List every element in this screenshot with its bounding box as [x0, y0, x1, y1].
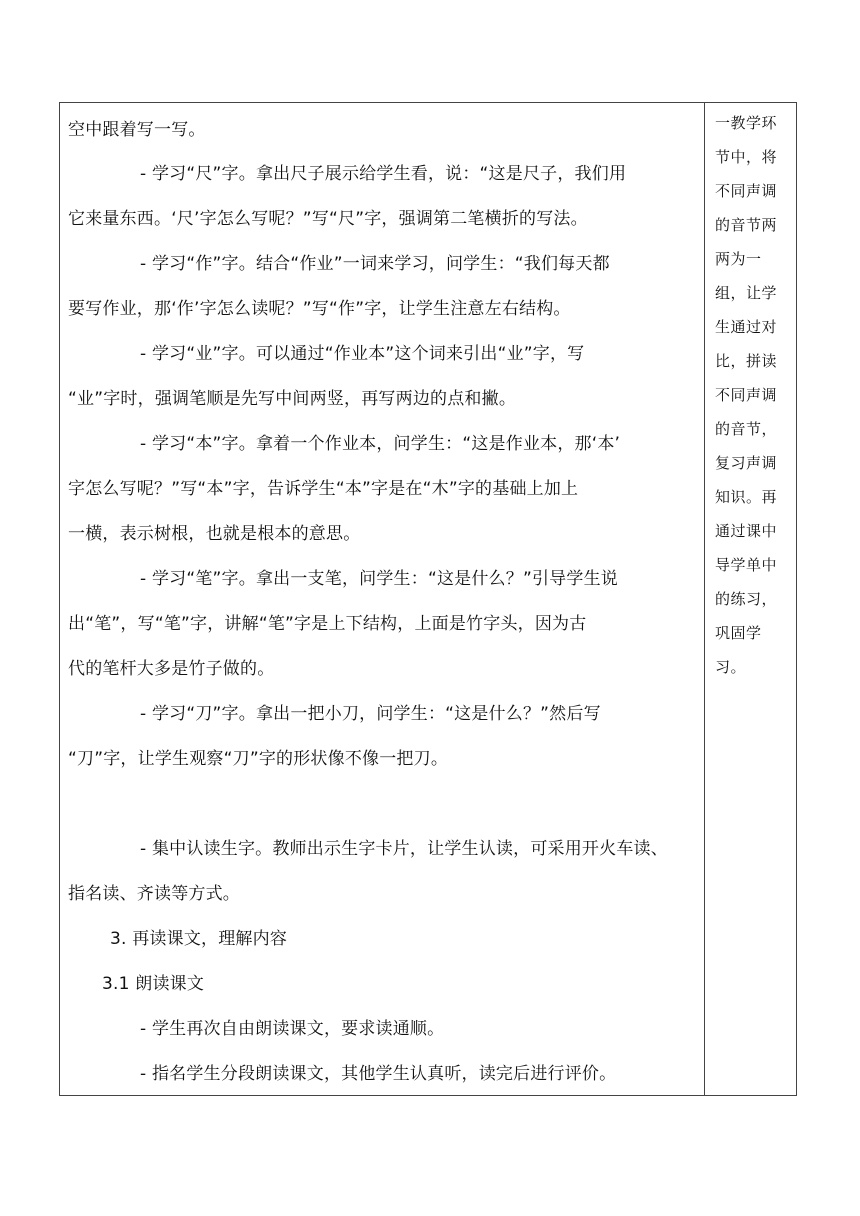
content-line: - 学习“作”字。结合“作业”一词来学习，问学生：“我们每天都 [140, 254, 610, 274]
lesson-content-cell [60, 103, 704, 1095]
section-heading: 3. 再读课文，理解内容 [110, 929, 288, 949]
content-line: - 集中认读生字。教师出示生字卡片，让学生认读，可采用开火车读、 [140, 839, 668, 859]
content-line: 一横，表示树根，也就是根本的意思。 [68, 524, 361, 544]
note-line: 的音节两 [715, 216, 778, 234]
note-line: 导学单中 [715, 556, 778, 574]
note-line: 的音节， [715, 420, 778, 438]
note-line: 复习声调 [715, 454, 778, 472]
content-line: - 学习“业”字。可以通过“作业本”这个词来引出“业”字，写 [140, 344, 585, 364]
note-line: 巩固学 [715, 624, 762, 642]
content-line: - 学生再次自由朗读课文，要求读通顺。 [140, 1019, 445, 1039]
note-line: 通过课中 [715, 522, 778, 540]
subsection-heading: 3.1 朗读课文 [102, 974, 205, 994]
content-line: “业”字时，强调笔顺是先写中间两竖，再写两边的点和撇。 [68, 389, 517, 409]
content-line: 出“笔”，写“笔”字，讲解“笔”字是上下结构，上面是竹字头，因为古 [68, 614, 587, 634]
content-line: - 学习“本”字。拿着一个作业本，问学生：“这是作业本，那‘本’ [140, 434, 621, 454]
note-line: 习。 [715, 658, 747, 676]
note-line: 两为一 [715, 250, 762, 268]
content-line: 空中跟着写一写。 [68, 120, 206, 140]
note-line: 一教学环 [715, 114, 778, 132]
content-line: - 学习“刀”字。拿出一把小刀，问学生：“这是什么？”然后写 [140, 704, 601, 724]
note-line: 不同声调 [715, 182, 778, 200]
content-line: 代的笔杆大多是竹子做的。 [68, 659, 275, 679]
note-line: 节中，将 [715, 148, 778, 166]
content-line: - 学习“尺”字。拿出尺子展示给学生看，说：“这是尺子，我们用 [140, 164, 627, 184]
design-notes-cell [705, 103, 797, 1095]
content-line: 字怎么写呢？”写“本”字，告诉学生“本”字是在“木”字的基础上加上 [68, 479, 579, 499]
lesson-plan-table [59, 102, 797, 1096]
note-line: 比，拼读 [715, 352, 778, 370]
content-line: “刀”字，让学生观察“刀”字的形状像不像一把刀。 [68, 749, 449, 769]
content-line: - 学习“笔”字。拿出一支笔，问学生：“这是什么？”引导学生说 [140, 569, 618, 589]
content-line: 它来量东西。‘尺’字怎么写呢？”写“尺”字，强调第二笔横折的写法。 [68, 209, 588, 229]
content-line: - 指名学生分段朗读课文，其他学生认真听，读完后进行评价。 [140, 1064, 617, 1084]
note-line: 不同声调 [715, 386, 778, 404]
note-line: 生通过对 [715, 318, 778, 336]
note-line: 组，让学 [715, 284, 778, 302]
content-line: 指名读、齐读等方式。 [68, 884, 240, 904]
note-line: 的练习， [715, 590, 778, 608]
note-line: 知识。再 [715, 488, 778, 506]
content-line: 要写作业，那‘作’字怎么读呢？”写“作”字，让学生注意左右结构。 [68, 299, 571, 319]
